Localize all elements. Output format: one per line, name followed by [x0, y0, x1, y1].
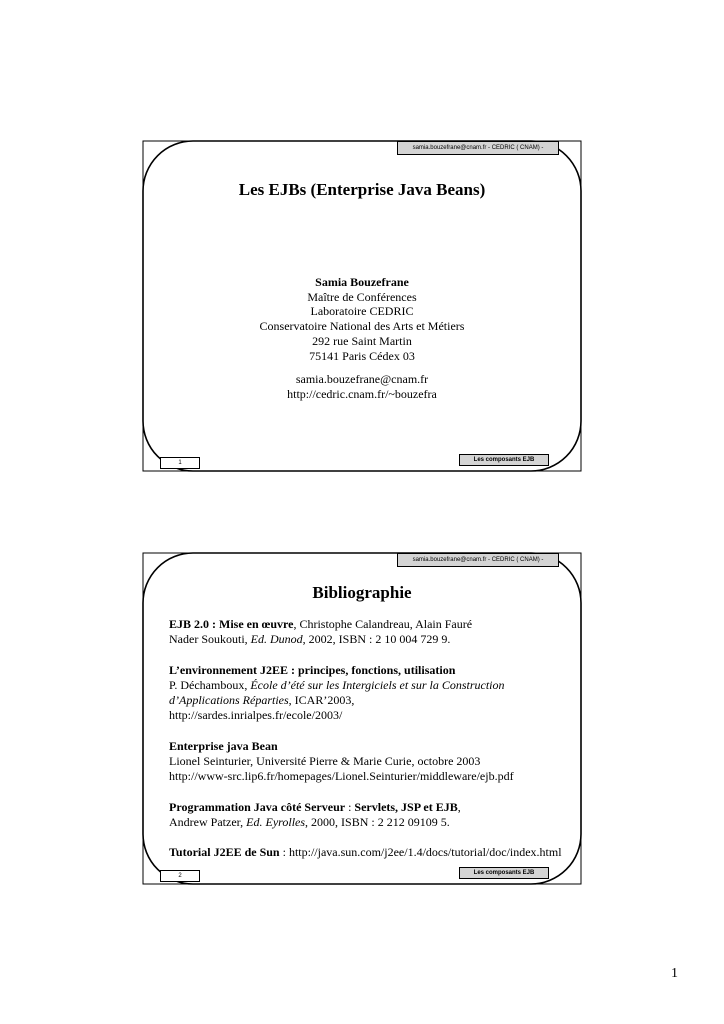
entry-details: , 2000, ISBN : 2 212 09109 5.	[305, 814, 450, 829]
author-lab: Laboratoire CEDRIC	[310, 304, 414, 319]
entry-author: P. Déchamboux,	[169, 677, 251, 692]
entry-event: École d’été sur les Intergiciels et sur la Construction	[250, 677, 505, 692]
slide-title: Les EJBs (Enterprise Java Beans)	[238, 180, 486, 199]
entry-publisher: Ed. Dunod	[250, 632, 303, 647]
entry-url: http://sardes.inrialpes.fr/ecole/2003/	[169, 708, 343, 723]
entry-title: L’environnement J2EE : principes, fonctions, utilisation	[169, 662, 456, 677]
slide-1	[143, 141, 581, 471]
author-institution: Conservatoire National des Arts et Métiers	[259, 319, 465, 334]
author-url: http://cedric.cnam.fr/~bouzefra	[287, 386, 437, 401]
slide-title: Bibliographie	[312, 583, 412, 602]
entry-title: Tutorial J2EE de Sun	[169, 845, 280, 860]
bibliography-entry	[169, 845, 579, 860]
slide-footer: Les composants EJB	[459, 867, 549, 879]
slide-number: 1	[160, 457, 200, 469]
bibliography-list	[169, 617, 579, 876]
entry-punct: ,	[457, 799, 461, 814]
slide-number: 2	[160, 870, 200, 882]
entry-author: Nader Soukouti,	[169, 632, 251, 647]
entry-url: http://www-src.lip6.fr/homepages/Lionel.Seinturier/middleware/ejb.pdf	[169, 769, 514, 784]
entry-author: Lionel Seinturier, Université Pierre & Marie Curie, octobre 2003	[169, 754, 481, 769]
bibliography-entry	[169, 663, 579, 724]
page-number: 1	[671, 966, 678, 981]
entry-title: Programmation Java côté Serveur	[169, 799, 346, 814]
slide-footer: Les composants EJB	[459, 454, 549, 466]
entry-details: , ICAR’2003,	[288, 693, 355, 708]
slide-header: samia.bouzefrane@cnam.fr - CEDRIC ( CNAM) -	[397, 553, 559, 567]
entry-authors: , Christophe Calandreau, Alain Fauré	[293, 617, 473, 631]
bibliography-entry	[169, 617, 579, 648]
entry-subtitle: Servlets, JSP et EJB	[354, 799, 458, 814]
entry-title: EJB 2.0 : Mise en œuvre	[169, 617, 294, 631]
author-city: 75141 Paris Cédex 03	[309, 348, 415, 363]
entry-details: , 2002, ISBN : 2 10 004 729 9.	[302, 632, 451, 647]
slide-2	[143, 553, 581, 884]
author-email: samia.bouzefrane@cnam.fr	[295, 372, 429, 387]
author-block	[143, 275, 581, 402]
entry-author: Andrew Patzer,	[169, 814, 247, 829]
entry-separator: :	[345, 799, 355, 814]
entry-publisher: Ed. Eyrolles	[246, 814, 306, 829]
slide-header: samia.bouzefrane@cnam.fr - CEDRIC ( CNAM) -	[397, 141, 559, 155]
author-name: Samia Bouzefrane	[315, 275, 409, 289]
entry-event-cont: d’Applications Réparties	[169, 693, 289, 708]
author-street: 292 rue Saint Martin	[312, 333, 412, 348]
entry-title: Enterprise java Bean	[169, 738, 278, 753]
bibliography-entry	[169, 739, 579, 785]
author-position: Maître de Conférences	[307, 289, 417, 304]
entry-url: : http://java.sun.com/j2ee/1.4/docs/tutorial/doc/index.html	[279, 845, 562, 860]
bibliography-entry	[169, 800, 579, 831]
